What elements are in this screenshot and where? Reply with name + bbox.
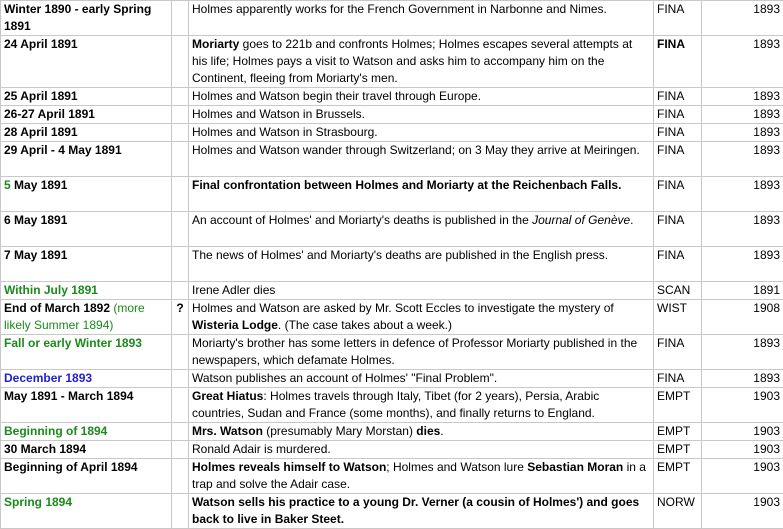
uncertainty-flag-cell bbox=[172, 142, 189, 177]
event-text: Holmes apparently works for the French Government in Narbonne and Nimes. bbox=[192, 2, 607, 16]
event-description-cell bbox=[189, 247, 654, 282]
publication-year-cell bbox=[702, 106, 783, 124]
event-text: Final confrontation between Holmes and Moriarty at the Reichenbach Falls. bbox=[192, 178, 621, 192]
event-description-cell bbox=[189, 459, 654, 494]
publication-year-cell bbox=[702, 124, 783, 142]
uncertainty-flag-cell bbox=[172, 441, 189, 459]
event-description-cell bbox=[189, 106, 654, 124]
date-cell bbox=[1, 36, 172, 88]
uncertainty-flag: ? bbox=[176, 301, 183, 315]
uncertainty-flag-cell bbox=[172, 300, 189, 335]
chronology-body bbox=[1, 1, 783, 529]
date-text: Beginning of 1894 bbox=[4, 424, 107, 438]
publication-year-cell bbox=[702, 177, 783, 212]
event-text: Holmes and Watson in Brussels. bbox=[192, 107, 365, 121]
table-row bbox=[1, 247, 783, 282]
publication-year: 1908 bbox=[753, 301, 780, 315]
date-cell bbox=[1, 212, 172, 247]
publication-year-cell bbox=[702, 441, 783, 459]
event-text: Watson publishes an account of Holmes' "Final Problem". bbox=[192, 371, 497, 385]
event-text: . bbox=[440, 424, 443, 438]
date-text: December 1893 bbox=[4, 371, 92, 385]
date-cell bbox=[1, 335, 172, 370]
publication-year: 1893 bbox=[753, 107, 780, 121]
event-description-cell bbox=[189, 177, 654, 212]
date-text: 25 April 1891 bbox=[4, 89, 78, 103]
publication-year-cell bbox=[702, 335, 783, 370]
publication-year: 1893 bbox=[753, 2, 780, 16]
story-code: FINA bbox=[657, 125, 684, 139]
date-text: 24 April 1891 bbox=[4, 37, 78, 51]
story-code: EMPT bbox=[657, 389, 690, 403]
story-code: NORW bbox=[657, 495, 695, 509]
table-row bbox=[1, 1, 783, 36]
table-row bbox=[1, 142, 783, 177]
uncertainty-flag-cell bbox=[172, 212, 189, 247]
event-text: . (The case takes about a week.) bbox=[278, 318, 452, 332]
story-code-cell bbox=[654, 388, 702, 423]
date-cell bbox=[1, 388, 172, 423]
event-text: : Holmes travels through Italy, Tibet (for 2 years), Persia, Arabic countries, Sudan and France (some months), and finally returns to England. bbox=[192, 389, 599, 420]
publication-year-cell bbox=[702, 36, 783, 88]
date-cell bbox=[1, 1, 172, 36]
table-row bbox=[1, 335, 783, 370]
story-code: FINA bbox=[657, 371, 684, 385]
story-code: FINA bbox=[657, 89, 684, 103]
story-code: FINA bbox=[657, 107, 684, 121]
publication-year: 1903 bbox=[753, 442, 780, 456]
uncertainty-flag-cell bbox=[172, 124, 189, 142]
publication-year-cell bbox=[702, 300, 783, 335]
story-code: FINA bbox=[657, 143, 684, 157]
date-text: Winter 1890 - early Spring 1891 bbox=[4, 2, 151, 33]
event-description-cell bbox=[189, 423, 654, 441]
event-text: Holmes and Watson wander through Switzerland; on 3 May they arrive at Meiringen. bbox=[192, 143, 640, 157]
story-code-cell bbox=[654, 494, 702, 529]
uncertainty-flag-cell bbox=[172, 423, 189, 441]
story-code: WIST bbox=[657, 301, 687, 315]
publication-year-cell bbox=[702, 459, 783, 494]
date-text: May 1891 - March 1894 bbox=[4, 389, 133, 403]
event-text: Holmes reveals himself to Watson bbox=[192, 460, 386, 474]
story-code: FINA bbox=[657, 178, 684, 192]
story-code-cell bbox=[654, 88, 702, 106]
event-description-cell bbox=[189, 282, 654, 300]
story-code: EMPT bbox=[657, 442, 690, 456]
story-code: FINA bbox=[657, 213, 684, 227]
date-text: End of March 1892 bbox=[4, 301, 113, 315]
publication-year: 1893 bbox=[753, 89, 780, 103]
date-cell bbox=[1, 124, 172, 142]
publication-year-cell bbox=[702, 423, 783, 441]
event-text: dies bbox=[416, 424, 440, 438]
story-code-cell bbox=[654, 370, 702, 388]
story-code-cell bbox=[654, 282, 702, 300]
story-code: FINA bbox=[657, 2, 684, 16]
event-text: Ronald Adair is murdered. bbox=[192, 442, 331, 456]
event-text: Irene Adler dies bbox=[192, 283, 275, 297]
publication-year: 1893 bbox=[753, 143, 780, 157]
event-text: Holmes and Watson begin their travel through Europe. bbox=[192, 89, 481, 103]
date-cell bbox=[1, 370, 172, 388]
event-text: Watson sells his practice to a young Dr. Verner (a cousin of Holmes') and goes back to live in Baker Steet. bbox=[192, 495, 639, 526]
date-text: Spring 1894 bbox=[4, 495, 72, 509]
table-row bbox=[1, 106, 783, 124]
publication-year: 1893 bbox=[753, 178, 780, 192]
event-text: An account of Holmes' and Moriarty's deaths is published in the bbox=[192, 213, 532, 227]
date-text: 29 April - 4 May 1891 bbox=[4, 143, 122, 157]
event-text: Moriarty's brother has some letters in defence of Professor Moriarty published in the newspapers, which defamate Holmes. bbox=[192, 336, 637, 367]
date-cell bbox=[1, 494, 172, 529]
uncertainty-flag-cell bbox=[172, 459, 189, 494]
uncertainty-flag-cell bbox=[172, 370, 189, 388]
event-description-cell bbox=[189, 300, 654, 335]
table-row bbox=[1, 300, 783, 335]
story-code-cell bbox=[654, 247, 702, 282]
uncertainty-flag-cell bbox=[172, 36, 189, 88]
publication-year: 1903 bbox=[753, 389, 780, 403]
publication-year-cell bbox=[702, 494, 783, 529]
event-text: Wisteria Lodge bbox=[192, 318, 278, 332]
story-code-cell bbox=[654, 1, 702, 36]
date-text: 30 March 1894 bbox=[4, 442, 86, 456]
story-code-cell bbox=[654, 124, 702, 142]
event-description-cell bbox=[189, 370, 654, 388]
story-code: FINA bbox=[657, 336, 684, 350]
uncertainty-flag-cell bbox=[172, 177, 189, 212]
date-text: 6 May 1891 bbox=[4, 213, 67, 227]
uncertainty-flag-cell bbox=[172, 1, 189, 36]
date-cell bbox=[1, 282, 172, 300]
story-code: EMPT bbox=[657, 424, 690, 438]
date-text: May 1891 bbox=[11, 178, 68, 192]
table-row bbox=[1, 212, 783, 247]
event-description-cell bbox=[189, 142, 654, 177]
uncertainty-flag-cell bbox=[172, 335, 189, 370]
story-code-cell bbox=[654, 177, 702, 212]
uncertainty-flag-cell bbox=[172, 494, 189, 529]
publication-year: 1893 bbox=[753, 37, 780, 51]
date-cell bbox=[1, 441, 172, 459]
story-code-cell bbox=[654, 212, 702, 247]
date-cell bbox=[1, 300, 172, 335]
publication-year: 1903 bbox=[753, 424, 780, 438]
date-cell bbox=[1, 459, 172, 494]
publication-year: 1891 bbox=[753, 283, 780, 297]
publication-year-cell bbox=[702, 1, 783, 36]
table-row bbox=[1, 441, 783, 459]
publication-year: 1893 bbox=[753, 213, 780, 227]
publication-year-cell bbox=[702, 388, 783, 423]
story-code: FINA bbox=[657, 37, 685, 51]
publication-year-cell bbox=[702, 282, 783, 300]
story-code: FINA bbox=[657, 248, 684, 262]
date-cell bbox=[1, 106, 172, 124]
event-description-cell bbox=[189, 88, 654, 106]
event-text: goes to 221b and confronts Holmes; Holmes escapes several attempts at his life; Holmes pays a visit to Watson and asks him to accompany him on the Continent, fleeing from Moriarty's men. bbox=[192, 37, 632, 85]
event-text: Journal of Genève bbox=[532, 213, 630, 227]
event-description-cell bbox=[189, 388, 654, 423]
date-text: Fall or early Winter 1893 bbox=[4, 336, 142, 350]
event-text: . bbox=[630, 213, 633, 227]
uncertainty-flag-cell bbox=[172, 106, 189, 124]
uncertainty-flag-cell bbox=[172, 388, 189, 423]
table-row bbox=[1, 459, 783, 494]
event-text: in a trap and solve the Adair case. bbox=[192, 460, 646, 491]
table-row bbox=[1, 388, 783, 423]
story-code: EMPT bbox=[657, 460, 690, 474]
event-text: Holmes and Watson are asked by Mr. Scott Eccles to investigate the mystery of bbox=[192, 301, 614, 315]
event-description-cell bbox=[189, 124, 654, 142]
table-row bbox=[1, 282, 783, 300]
story-code-cell bbox=[654, 106, 702, 124]
story-code-cell bbox=[654, 459, 702, 494]
publication-year: 1903 bbox=[753, 495, 780, 509]
publication-year: 1903 bbox=[753, 460, 780, 474]
event-description-cell bbox=[189, 1, 654, 36]
story-code-cell bbox=[654, 335, 702, 370]
publication-year-cell bbox=[702, 88, 783, 106]
story-code: SCAN bbox=[657, 283, 690, 297]
table-row bbox=[1, 370, 783, 388]
publication-year-cell bbox=[702, 212, 783, 247]
story-code-cell bbox=[654, 441, 702, 459]
publication-year: 1893 bbox=[753, 125, 780, 139]
event-text: Holmes and Watson in Strasbourg. bbox=[192, 125, 378, 139]
date-cell bbox=[1, 88, 172, 106]
event-text: Moriarty bbox=[192, 37, 239, 51]
date-cell bbox=[1, 142, 172, 177]
event-description-cell bbox=[189, 494, 654, 529]
event-text: (presumably Mary Morstan) bbox=[263, 424, 416, 438]
date-text: Within July 1891 bbox=[4, 283, 98, 297]
table-row bbox=[1, 36, 783, 88]
date-text: 7 May 1891 bbox=[4, 248, 67, 262]
event-text: ; Holmes and Watson lure bbox=[386, 460, 527, 474]
story-code-cell bbox=[654, 300, 702, 335]
uncertainty-flag-cell bbox=[172, 282, 189, 300]
date-cell bbox=[1, 247, 172, 282]
date-text: 26-27 April 1891 bbox=[4, 107, 95, 121]
event-text: The news of Holmes' and Moriarty's deaths are published in the English press. bbox=[192, 248, 608, 262]
date-text: 5 bbox=[4, 178, 11, 192]
table-row bbox=[1, 88, 783, 106]
publication-year-cell bbox=[702, 370, 783, 388]
event-description-cell bbox=[189, 335, 654, 370]
story-code-cell bbox=[654, 36, 702, 88]
event-description-cell bbox=[189, 212, 654, 247]
publication-year-cell bbox=[702, 142, 783, 177]
story-code-cell bbox=[654, 142, 702, 177]
event-description-cell bbox=[189, 36, 654, 88]
uncertainty-flag-cell bbox=[172, 88, 189, 106]
publication-year-cell bbox=[702, 247, 783, 282]
event-description-cell bbox=[189, 441, 654, 459]
story-code-cell bbox=[654, 423, 702, 441]
publication-year: 1893 bbox=[753, 248, 780, 262]
table-row bbox=[1, 177, 783, 212]
publication-year: 1893 bbox=[753, 336, 780, 350]
date-text: Beginning of April 1894 bbox=[4, 460, 138, 474]
date-cell bbox=[1, 423, 172, 441]
publication-year: 1893 bbox=[753, 371, 780, 385]
table-row bbox=[1, 423, 783, 441]
event-text: Sebastian Moran bbox=[527, 460, 623, 474]
date-cell bbox=[1, 177, 172, 212]
table-row bbox=[1, 124, 783, 142]
date-text: (more likely Summer 1894) bbox=[4, 301, 145, 332]
event-text: Great Hiatus bbox=[192, 389, 263, 403]
table-row bbox=[1, 494, 783, 529]
date-text: 28 April 1891 bbox=[4, 125, 78, 139]
uncertainty-flag-cell bbox=[172, 247, 189, 282]
event-text: Mrs. Watson bbox=[192, 424, 263, 438]
